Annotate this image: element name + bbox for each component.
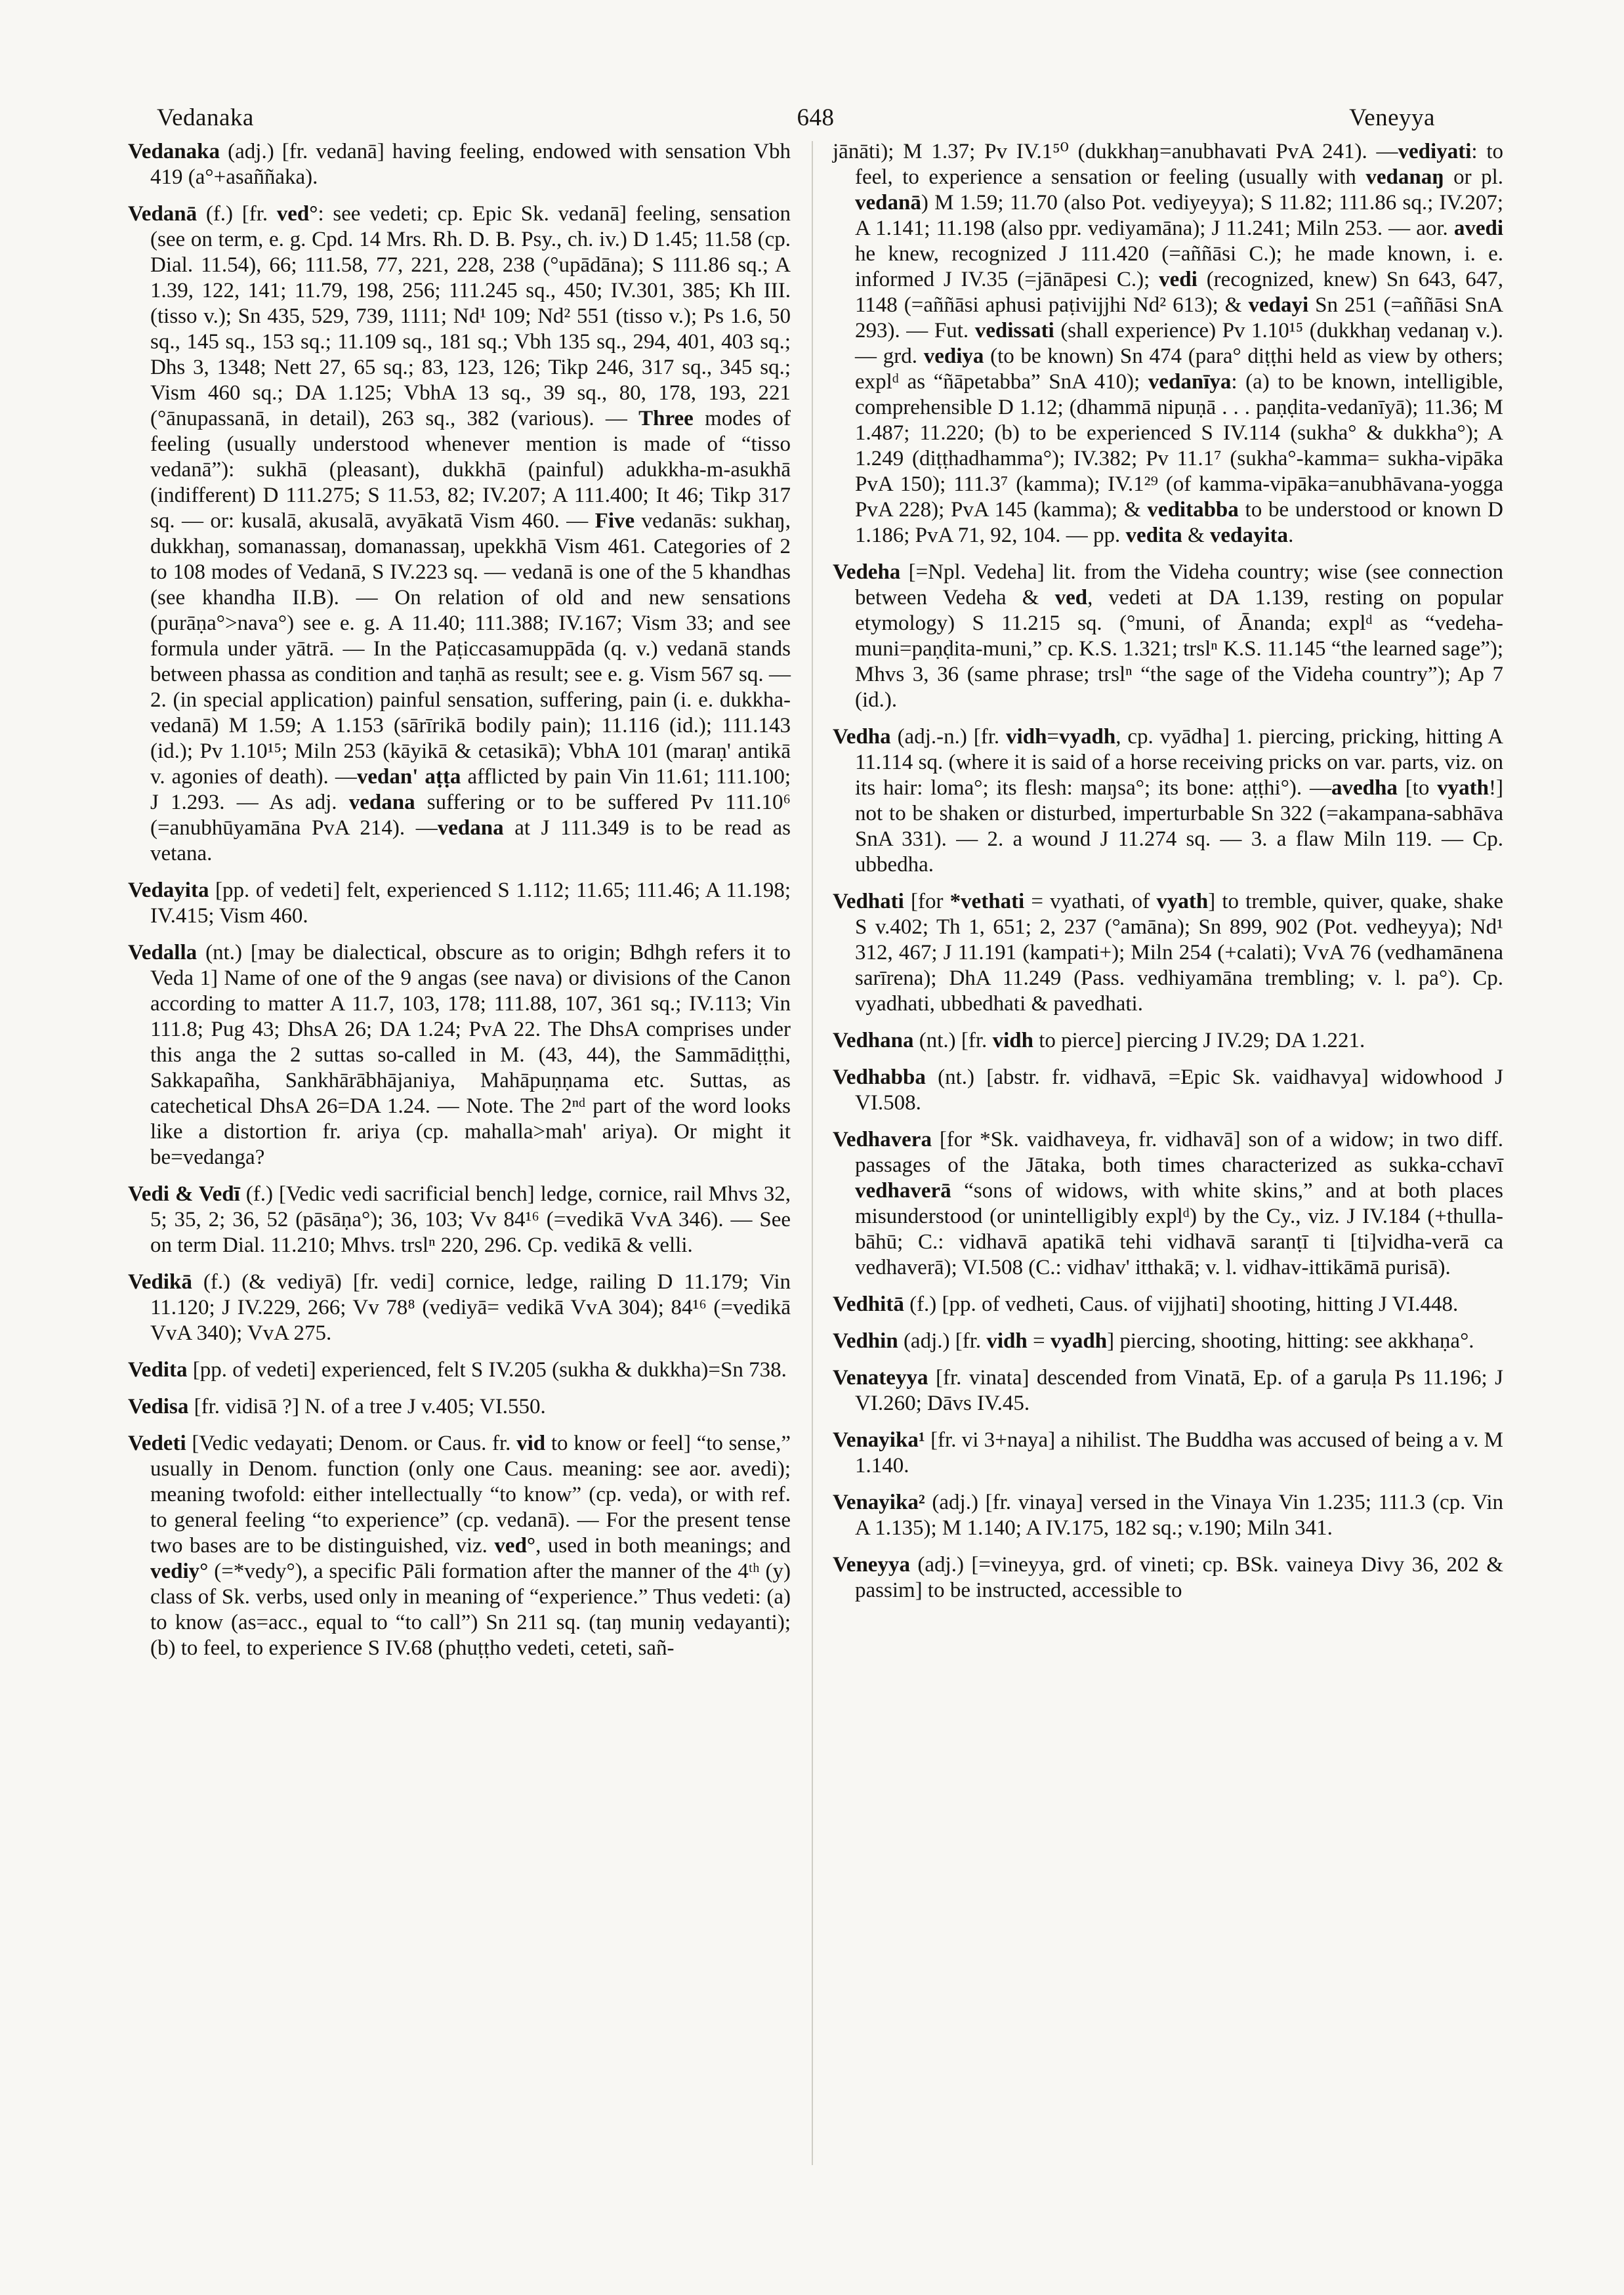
bold-form: vedana: [437, 816, 504, 840]
text-columns: [128, 139, 1503, 1661]
entry-headword: Vedanaka: [128, 140, 220, 163]
bold-form: avedha: [1331, 776, 1398, 800]
bold-form: vidh: [992, 1029, 1033, 1052]
bold-form: vyath: [1437, 776, 1489, 800]
entry-veneyya: Veneyya (adj.) [=vineyya, grd. of vineti; cp. BSk. vaineya Divy 36, 202 & passim] to be instructed, accessible to: [833, 1553, 1503, 1602]
entry-vedalla: Vedalla (nt.) [may be dialectical, obscure as to origin; Bdhgh refers it to Veda 1] Name of one of the 9 angas (see nava) or divisions of the Canon according to matter A 11.7, 103, 178; 111.88, 107, 361 sq.; IV.113; Vin 111.8; Pug 43; DhsA 26; DA 1.24; PvA 22. The DhsA comprises under this anga the 2 suttas so-called in M. (43, 44), the Sammādiṭṭhi, Sakkapañha, Sankhārābhājaniya, Mahāpuṇṇama etc. Suttas, as catechetical DhsA 26=DA 1.24. — Note. The 2ⁿᵈ part of the word looks like a distortion fr. ariya (cp. mahalla>mah' ariya). Or might it be=vedanga?: [128, 941, 791, 1169]
bold-form: ved: [1054, 586, 1088, 610]
entry-venayika: Venayika² (adj.) [fr. vinaya] versed in the Vinaya Vin 1.235; 111.3 (cp. Vin A 1.135); M 1.140; A IV.175, 182 sq.; v.190; Miln 341.: [833, 1491, 1504, 1540]
entry-vedhana: Vedhana (nt.) [fr. vidh to pierce] piercing J IV.29; DA 1.221.: [833, 1029, 1365, 1052]
bold-form: *vethati: [949, 890, 1025, 913]
entry-headword: Vedanā: [128, 202, 198, 226]
bold-form: veditabba: [1147, 498, 1239, 522]
entry-vedisa: Vedisa [fr. vidisā ?] N. of a tree J v.405; VI.550.: [128, 1395, 546, 1418]
entry-vedita: Vedita [pp. of vedeti] experienced, felt S IV.205 (sukha & dukkha)=Sn 738.: [128, 1358, 787, 1382]
bold-form: vidh: [1006, 725, 1047, 749]
entry-vedik: Vedikā (f.) (& vediyā) [fr. vedi] cornice, ledge, railing D 11.179; Vin 11.120; J IV.229, 266; Vv 78⁸ (vediyā= vedikā VvA 304); 84¹⁶ (=vedikā VvA 340); VvA 275.: [128, 1270, 791, 1345]
entry-headword: Vedhin: [833, 1329, 898, 1353]
entry-headword: Vedeti: [128, 1432, 186, 1455]
bold-form: vediya: [923, 344, 984, 368]
entry-venayika: Venayika¹ [fr. vi 3+naya] a nihilist. The Buddha was accused of being a v. M 1.140.: [833, 1428, 1504, 1478]
entry-vedan: Vedanā (f.) [fr. ved°: see vedeti; cp. Epic Sk. vedanā] feeling, sensation (see on term, e. g. Cpd. 14 Mrs. Rh. D. B. Psy., ch. iv.) D 1.45; 11.58 (cp. Dial. 11.54), 66; 111.58, 77, 221, 228, 238 (°upādāna); S 111.86 sq.; A 1.39, 122, 141; 11.79, 198, 256; 111.245 sq., 450; IV.301, 385; Kh III. (tisso v.); Sn 435, 529, 739, 1111; Nd¹ 109; Nd² 551 (tisso v.); Ps 1.6, 50 sq., 145 sq., 153 sq.; 11.109 sq., 181 sq.; Vbh 135 sq., 294, 401, 403 sq.; Dhs 3, 1348; Nett 27, 65 sq.; 83, 123, 126; Tikp 246, 317 sq., 345 sq.; Vism 460 sq.; DA 1.125; VbhA 13 sq., 39 sq., 80, 178, 193, 221 (°ānupassanā, in detail), 263 sq., 382 (various). — Three modes of feeling (usually understood whenever mention is made of “tisso vedanā”): sukhā (pleasant), dukkhā (painful) adukkha-m-asukhā (indifferent) D 111.275; S 11.53, 82; IV.207; A 111.400; It 46; Tikp 317 sq. — or: kusalā, akusalā, avyākatā Vism 460. — Five vedanās: sukhaŋ, dukkhaŋ, somanassaŋ, domanassaŋ, upekkhā Vism 461. Categories of 2 to 108 modes of Vedanā, S IV.223 sq. — vedanā is one of the 5 khandhas (see khandha II.B). — On relation of old and new sensations (purāṇa°>nava°) see e. g. A 11.40; 111.388; IV.167; Vism 33; and see formula under yātrā. — In the Paṭiccasamuppāda (q. v.) vedanā stands between phassa as condition and taṇhā as result; see e. g. Vism 567 sq. — 2. (in special application) painful sensation, suffering, pain (i. e. dukkha-vedanā) M 1.59; A 1.153 (sārīrikā bodily pain); 11.116 (id.); 111.143 (id.); Pv 1.10¹⁵; Miln 253 (kāyikā & cetasikā); VbhA 101 (maraṇ' antikā v. agonies of death). —vedan' aṭṭa afflicted by pain Vin 11.61; 111.100; J 1.293. — As adj. vedana suffering or to be suffered Pv 111.10⁶ (=anubhūyamāna PvA 214). —vedana at J 111.349 is to be read as vetana.: [128, 202, 791, 865]
entry-headword: Vedhati: [833, 890, 904, 913]
entry-vedha: Vedha (adj.-n.) [fr. vidh=vyadh, cp. vyādha] 1. piercing, pricking, hitting A 11.114 sq. (where it is said of a horse receiving pricks on var. parts, viz. on its hair: loma°; its flesh: maŋsa°; its bone: aṭṭhi°). —avedha [to vyath!] not to be shaken or disturbed, imperturbable Sn 322 (=akampana-sabhāva SnA 331). — 2. a wound J 11.274 sq. — 3. a flaw Miln 119. — Cp. ubbedha.: [833, 725, 1504, 877]
entry-headword: Vedhabba: [833, 1065, 926, 1089]
bold-form: vidh: [986, 1329, 1028, 1353]
entry-vedayita: Vedayita [pp. of vedeti] felt, experienced S 1.112; 11.65; 111.46; A 11.198; IV.415; Vism 460.: [128, 879, 791, 928]
bold-form: vedissati: [974, 319, 1054, 342]
bold-form: vedanaŋ: [1365, 165, 1444, 189]
bold-form: vedita: [1125, 524, 1182, 547]
page-number: 648: [797, 104, 835, 131]
entry-vedhavera: Vedhavera [for *Sk. vaidhaveya, fr. vidhavā] son of a widow; in two diff. passages of the Jātaka, both times characterized as sukka-cchavī vedhaverā “sons of widows, with white skins,” and at both places misunderstood (or unintelligibly explᵈ) by the Cy., viz. J IV.184 (+thulla-bāhū; C.: vidhavā apatikā tehi vidhavā saranṭī ti [ti]vidha-verā ca vedhaverā); VI.508 (C.: vidhav' itthakā; v. l. vidhav-ittikāmā purisā).: [833, 1128, 1504, 1279]
entry-continuation: jānāti); M 1.37; Pv IV.1⁵⁰ (dukkhaŋ=anubhavati PvA 241). —vediyati: to feel, to experience a sensation or feeling (usually with vedanaŋ or pl. vedanā) M 1.59; 11.70 (also Pot. vediyeyya); S 11.82; 111.86 sq.; IV.207; A 1.141; 11.198 (also ppr. vediyamāna); J 11.241; Miln 253. — aor. avedi he knew, recognized J 111.420 (=aññāsi C.); he made known, i. e. informed J IV.35 (=jānāpesi C.); vedi (recognized, knew) Sn 643, 647, 1148 (=aññāsi aphusi paṭivijjhi Nd² 613); & vedayi Sn 251 (=aññāsi SnA 293). — Fut. vedissati (shall experience) Pv 1.10¹⁵ (dukkhaŋ vedanaŋ v.). — grd. vediya (to be known) Sn 474 (para° diṭṭhi held as view by others; explᵈ as “ñāpetabba” SnA 410); vedanīya: (a) to be known, intelligible, comprehensible D 1.12; (dhammā nipuṇā . . . paṇḍita-vedanīyā); 11.36; M 1.487; 11.220; (b) to be experienced S IV.114 (sukha° & dukkha°); A 1.249 (diṭṭhadhamma°); IV.382; Pv 11.1⁷ (sukha°-kamma= sukha-vipāka PvA 150); 111.3⁷ (kamma); IV.1²⁹ (of kamma-vipāka=anubhāvana-yogga PvA 228); PvA 145 (kamma); & veditabba to be understood or known D 1.186; PvA 71, 92, 104. — pp. vedita & vedayita.: [833, 140, 1504, 547]
bold-form: vedi: [1159, 268, 1197, 291]
bold-form: vyadh: [1059, 725, 1116, 749]
entry-headword: Vedi & Vedī: [128, 1182, 240, 1206]
entry-headword: Vedikā: [128, 1270, 192, 1294]
entry-headword: Vedhavera: [833, 1128, 932, 1151]
entry-headword: Vedhana: [833, 1029, 914, 1052]
entry-venateyya: Venateyya [fr. vinata] descended from Vinatā, Ep. of a garuḷa Ps 11.196; J VI.260; Dāvs IV.45.: [833, 1366, 1503, 1415]
bold-form: vid: [516, 1432, 546, 1455]
bold-form: Three: [638, 407, 694, 430]
bold-form: vedanā: [855, 191, 921, 215]
entry-vedhati: Vedhati [for *vethati = vyathati, of vyath] to tremble, quiver, quake, shake S v.402; Th 1, 651; 2, 237 (°amāna); Sn 899, 902 (Pot. vedheyya); Nd¹ 312, 467; J 11.191 (kampati+); Miln 254 (+calati); VvA 76 (vedhamānena sarīrena); DhA 11.249 (Pass. vedhiyamāna trembling; v. l. pa°). Cp. vyadhati, ubbedhati & pavedhati.: [833, 890, 1504, 1016]
bold-form: vedana: [348, 791, 415, 814]
entry-headword: Venateyya: [833, 1366, 928, 1390]
bold-form: vediyati: [1398, 140, 1472, 163]
bold-form: vyadh: [1050, 1329, 1108, 1353]
entry-vedhin: Vedhin (adj.) [fr. vidh = vyadh] piercing, shooting, hitting: see akkhaṇa°.: [833, 1329, 1474, 1353]
bold-form: avedi: [1453, 217, 1503, 240]
bold-form: vedayita: [1209, 524, 1289, 547]
bold-form: ved°: [494, 1534, 536, 1558]
bold-form: vedan' aṭṭa: [356, 765, 461, 789]
entry-vedeha: Vedeha [=Npl. Vedeha] lit. from the Videha country; wise (see connection between Vedeha & ved, vedeti at DA 1.139, resting on popular etymology) S 11.215 sq. (°muni, of Ānanda; explᵈ as “vedeha-muni=paṇḍita-muni,” cp. K.S. 1.321; trslⁿ K.S. 11.145 “the learned sage”); Mhvs 3, 36 (same phrase; trslⁿ “the sage of the Videha country”); Ap 7 (id.).: [833, 560, 1503, 712]
left-column: [128, 139, 791, 1661]
entry-headword: Venayika¹: [833, 1428, 925, 1452]
bold-form: vedhaverā: [855, 1179, 951, 1203]
entry-headword: Vedha: [833, 725, 891, 749]
bold-form: vedayi: [1248, 293, 1309, 317]
entry-headword: Vedalla: [128, 941, 198, 964]
entry-headword: Vedisa: [128, 1395, 189, 1418]
running-header-right-word: Veneyya: [1349, 104, 1435, 131]
bold-form: vyath: [1156, 890, 1209, 913]
entry-headword: Venayika²: [833, 1491, 925, 1514]
entry-vedi-ved: Vedi & Vedī (f.) [Vedic vedi sacrificial bench] ledge, cornice, rail Mhvs 32, 5; 35, 2; 36, 52 (pāsāṇa°); 36, 103; Vv 84¹⁶ (=vedikā VvA 346). — See on term Dial. 11.210; Mhvs. trslⁿ 220, 296. Cp. vedikā & velli.: [128, 1182, 791, 1257]
entry-vedhit: Vedhitā (f.) [pp. of vedheti, Caus. of vijjhati] shooting, hitting J VI.448.: [833, 1292, 1459, 1316]
entry-headword: Vedeha: [833, 560, 901, 584]
running-header: [128, 104, 1503, 132]
entry-headword: Vedayita: [128, 879, 209, 902]
bold-form: vediy°: [150, 1560, 209, 1583]
right-column: [833, 139, 1503, 1661]
bold-form: vedanīya: [1148, 370, 1232, 394]
entry-headword: Veneyya: [833, 1553, 910, 1577]
entry-vedhabba: Vedhabba (nt.) [abstr. fr. vidhavā, =Epic Sk. vaidhavya] widowhood J VI.508.: [833, 1065, 1503, 1115]
entry-headword: Vedita: [128, 1358, 188, 1382]
running-header-left-word: Vedanaka: [157, 104, 254, 131]
entry-vedanaka: Vedanaka (adj.) [fr. vedanā] having feeling, endowed with sensation Vbh 419 (a°+asaññaka).: [128, 140, 791, 189]
entry-vedeti: Vedeti [Vedic vedayati; Denom. or Caus. fr. vid to know or feel] “to sense,” usually in Denom. function (only one Caus. meaning: see aor. avedi); meaning twofold: either intellectually “to know” (cp. veda), or with ref. to general feeling “to experience” (cp. vedanā). — For the present tense two bases are to be distinguished, viz. ved°, used in both meanings; and vediy° (=*vedy°), a specific Pāli formation after the manner of the 4ᵗʰ (y) class of Sk. verbs, used only in meaning of “experience.” Thus vedeti: (a) to know (as=acc., equal to “to call”) Sn 211 sq. (taŋ muniŋ vedayanti); (b) to feel, to experience S IV.68 (phuṭṭho vedeti, ceteti, sañ-: [128, 1432, 791, 1660]
bold-form: Five: [594, 509, 635, 533]
entry-headword: Vedhitā: [833, 1292, 904, 1316]
bold-form: ved°: [276, 202, 318, 226]
